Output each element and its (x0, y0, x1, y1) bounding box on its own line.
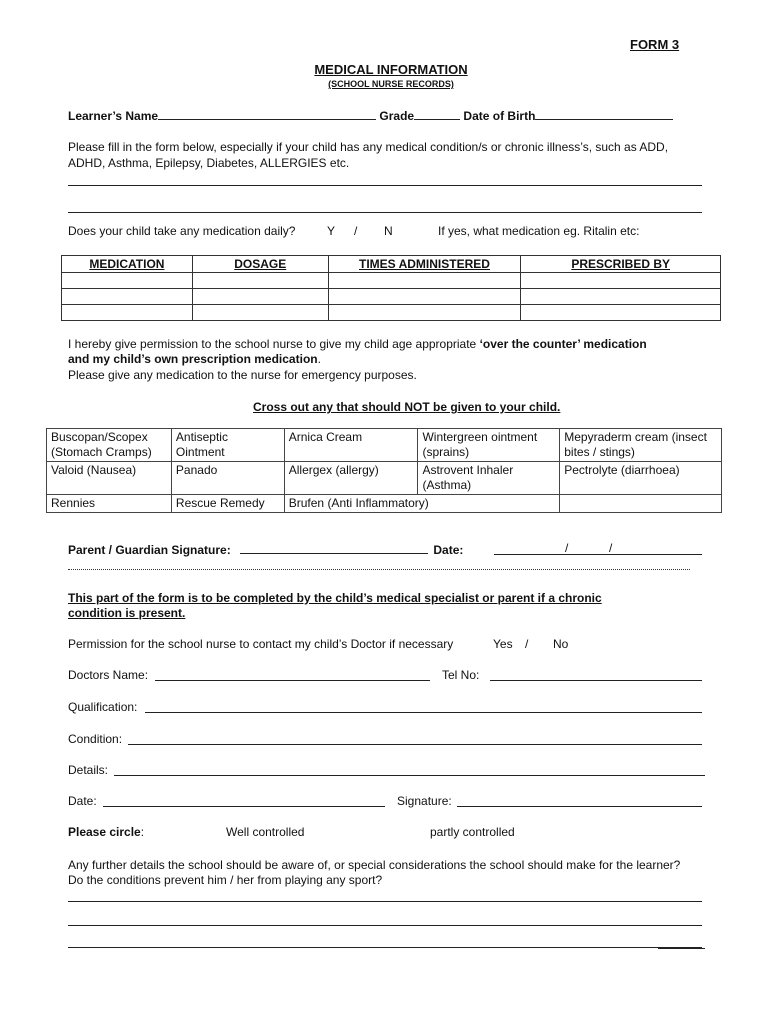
intro-answer-line-2[interactable] (68, 212, 702, 213)
permission-period: . (317, 352, 321, 366)
colon: : (459, 543, 464, 557)
doctor-name-label: Doctors Name: (68, 668, 149, 682)
medication-table (61, 255, 721, 321)
drug-cell[interactable]: Arnica Cream (284, 429, 418, 462)
table-cell[interactable] (521, 305, 721, 321)
table-cell[interactable] (192, 305, 328, 321)
condition-label: Condition: (68, 732, 123, 746)
tel-label: Tel No: (442, 668, 480, 682)
table-row (47, 462, 722, 495)
table-cell[interactable] (521, 289, 721, 305)
med-header-dosage: DOSAGE (192, 256, 328, 273)
drug-cell[interactable]: Brufen (Anti Inflammatory) (284, 495, 559, 513)
table-cell[interactable] (328, 289, 521, 305)
table-row (62, 273, 721, 289)
daily-med-question: Does your child take any medication daily? (68, 224, 296, 238)
colon: : (226, 543, 231, 557)
form-number: FORM 3 (630, 37, 680, 52)
doctor-name-field[interactable] (155, 680, 430, 681)
table-cell[interactable] (62, 273, 193, 289)
table-row (62, 289, 721, 305)
drug-cell[interactable]: Wintergreen ointment (sprains) (418, 429, 560, 462)
details-label: Details: (68, 763, 109, 777)
table-cell[interactable] (192, 273, 328, 289)
doctor-permission-yes[interactable]: Yes (493, 637, 513, 651)
further-answer-line-1[interactable] (68, 901, 702, 902)
permission-line-2 (68, 352, 321, 367)
option-well-controlled[interactable]: Well controlled (226, 825, 305, 839)
drug-cell[interactable]: Antiseptic Ointment (171, 429, 284, 462)
page-subtitle: (SCHOOL NURSE RECORDS) (328, 79, 454, 89)
intro-line-1: Please fill in the form below, especially if your child has any medical condition/s or chronic illness’s, such as ADD, (68, 140, 669, 154)
parent-signature-row (68, 542, 463, 558)
date-field[interactable] (103, 806, 385, 807)
learner-name-label: Learner’s Name (68, 109, 159, 123)
date-slash-2: / (609, 541, 613, 555)
table-cell[interactable] (521, 273, 721, 289)
further-line-1: Any further details the school should be aware of, or special considerations the school should make for the learner? (68, 858, 681, 872)
table-cell[interactable] (192, 289, 328, 305)
med-header-medication: MEDICATION (62, 256, 193, 273)
permission-text: I hereby give permission to the school nurse to give my child age appropriate (68, 337, 480, 351)
signature-label: Signature: (397, 794, 452, 808)
drug-cell[interactable]: Rennies (47, 495, 172, 513)
drugs-table (46, 428, 722, 513)
daily-med-slash: / (354, 224, 358, 238)
please-circle-label: Please circle (68, 825, 141, 839)
med-header-prescribed: PRESCRIBED BY (521, 256, 721, 273)
parent-signature-field[interactable] (240, 542, 428, 554)
table-cell[interactable] (62, 305, 193, 321)
colon: : (140, 825, 145, 839)
details-field[interactable] (114, 775, 705, 776)
circle-row (68, 825, 144, 840)
drug-cell[interactable]: Pectrolyte (diarrhoea) (560, 462, 722, 495)
page-title: MEDICAL INFORMATION (314, 62, 468, 77)
med-header-times: TIMES ADMINISTERED (328, 256, 521, 273)
parent-date-label: Date (433, 543, 460, 557)
permission-bold-2: and my child’s own prescription medication (68, 352, 318, 366)
qualification-label: Qualification: (68, 700, 138, 714)
drug-cell[interactable]: Mepyraderm cream (insect bites / stings) (560, 429, 722, 462)
grade-field[interactable] (414, 108, 460, 120)
intro-line-2: ADHD, Asthma, Epilepsy, Diabetes, ALLERGIES etc. (68, 156, 350, 170)
drug-cell-empty[interactable] (560, 495, 722, 513)
table-row (62, 305, 721, 321)
doctor-permission-slash: / (525, 637, 529, 651)
table-cell[interactable] (62, 289, 193, 305)
option-partly-controlled[interactable]: partly controlled (430, 825, 515, 839)
qualification-field[interactable] (145, 712, 702, 713)
dob-label: Date of Birth (463, 109, 536, 123)
drug-cell[interactable]: Panado (171, 462, 284, 495)
separator-dotted-line (68, 569, 690, 570)
learner-line (68, 108, 673, 124)
permission-line-1 (68, 337, 647, 352)
doctor-permission-text: Permission for the school nurse to contact my child’s Doctor if necessary (68, 637, 454, 651)
table-cell[interactable] (328, 305, 521, 321)
daily-med-yes[interactable]: Y (327, 224, 336, 238)
parent-signature-label: Parent / Guardian Signature (68, 543, 227, 557)
drug-cell[interactable]: Buscopan/Scopex (Stomach Cramps) (47, 429, 172, 462)
drug-cell[interactable]: Allergex (allergy) (284, 462, 418, 495)
specialist-heading-1: This part of the form is to be completed by the child’s medical specialist or parent if a chronic (68, 591, 602, 605)
drug-cell[interactable]: Astrovent Inhaler (Asthma) (418, 462, 560, 495)
drug-cell[interactable]: Valoid (Nausea) (47, 462, 172, 495)
parent-date-field[interactable] (494, 554, 702, 555)
dob-field[interactable] (535, 108, 673, 120)
table-cell[interactable] (328, 273, 521, 289)
signature-field[interactable] (457, 806, 702, 807)
further-answer-line-end (658, 948, 705, 949)
drug-cell[interactable]: Rescue Remedy (171, 495, 284, 513)
learner-name-field[interactable] (158, 108, 376, 120)
daily-med-no[interactable]: N (384, 224, 393, 238)
date-slash-1: / (565, 541, 569, 555)
condition-field[interactable] (128, 744, 702, 745)
further-answer-line-2[interactable] (68, 925, 702, 926)
permission-bold: ‘over the counter’ medication (479, 337, 647, 351)
table-row (47, 429, 722, 462)
crossout-heading: Cross out any that should NOT be given to your child. (253, 400, 561, 414)
grade-label: Grade (379, 109, 415, 123)
daily-med-ifyes: If yes, what medication eg. Ritalin etc: (438, 224, 640, 238)
specialist-heading-2: condition is present. (68, 606, 186, 620)
further-answer-line-3[interactable] (68, 947, 702, 948)
table-row (47, 495, 722, 513)
doctor-permission-no[interactable]: No (553, 637, 569, 651)
intro-answer-line-1[interactable] (68, 185, 702, 186)
tel-field[interactable] (490, 680, 702, 681)
permission-line-3: Please give any medication to the nurse for emergency purposes. (68, 368, 417, 382)
further-line-2: Do the conditions prevent him / her from playing any sport? (68, 873, 383, 887)
date-label: Date: (68, 794, 97, 808)
